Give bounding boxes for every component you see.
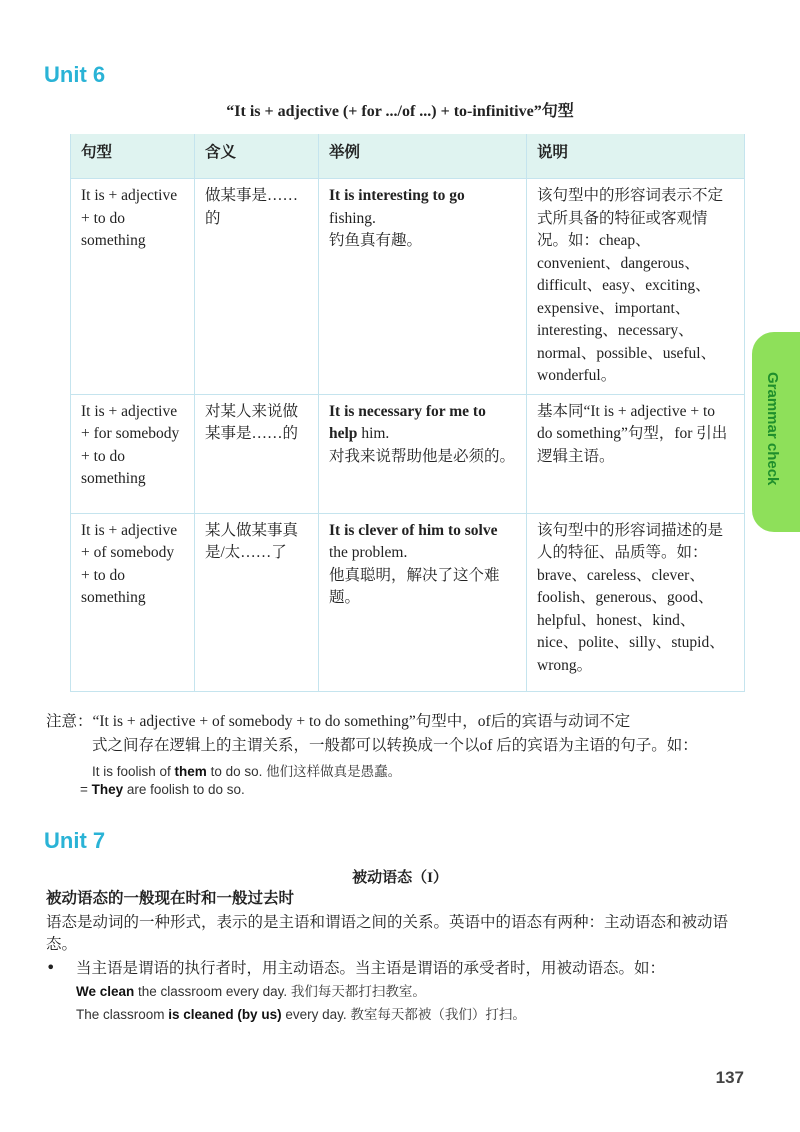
header-note: 说明 [527,134,745,179]
note-example-1 [92,760,401,780]
pattern-cell: It is + adjective + for somebody + to do something [71,394,195,513]
table-row [71,179,745,395]
example-cn: 他真聪明，解决了这个难题。 [329,566,500,606]
ex-bold: them [174,764,207,779]
example-rest: the problem. [329,544,408,561]
grammar-table [70,134,745,692]
example-cn: 对我来说帮助他是必须的。 [329,447,516,465]
meaning-cell: 做某事是……的 [195,179,319,395]
pattern-title: “It is + adjective (+ for .../of ...) + to-infinitive”句型 [226,103,574,120]
unit-7-title: Unit 7 [44,828,106,853]
ex-bold: They [91,782,124,797]
note-line-2: 式之间存在逻辑上的主谓关系，一般都可以转换成一个以of 后的宾语为主语的句子。如： [92,737,698,754]
bullet-text: 当主语是谓语的执行者时，用主动语态。当主语是谓语的承受者时，用被动语态。如： [76,960,666,977]
section-subtitle: 被动语态的一般现在时和一般过去时 [46,890,295,907]
grammar-check-tab[interactable] [752,332,800,532]
pattern-cell: It is + adjective + to do something [71,179,195,395]
page-number: 137 [715,1068,744,1087]
example-cn: 钓鱼真有趣。 [329,232,423,249]
header-pattern: 句型 [71,134,195,179]
example-bold: It is interesting to go [329,187,465,204]
example-cell [319,394,527,513]
meaning-cell: 某人做某事真是/太……了 [195,513,319,691]
example-bold: It is clever of him to solve [329,521,498,539]
note-cell: 该句型中的形容词描述的是人的特征、品质等。如：brave、careless、clever、foolish、generous、good、helpful、honest、kind、nice、polite、silly、stupid、wrong。 [527,513,745,691]
ex-text: It is foolish of [92,764,175,779]
note-example-2 [80,782,245,797]
ex-text: The classroom [76,1007,169,1022]
example-cell [319,513,527,691]
table-row [71,394,745,513]
example-rest: fishing. [329,209,376,227]
meaning-cell: 对某人来说做某事是……的 [195,394,319,513]
u7-example-2 [76,1003,526,1023]
ex-bold: We clean [76,984,135,999]
ex-text: = [80,782,92,797]
table-row [71,513,745,691]
example-cell [319,179,527,395]
note-cell: 基本同“It is + adjective + to do something”句型，for 引出逻辑主语。 [527,394,745,513]
section-title: 被动语态（I） [352,870,448,886]
note-line-1: 注意：“It is + adjective + of somebody + to do something”句型中，of后的宾语与动词不定 [46,713,631,730]
ex-bold: is cleaned (by us) [168,1007,282,1022]
ex-text: every day. 教室每天都被（我们）打扫。 [281,1007,526,1022]
tab-label: Grammar check [764,372,781,486]
unit-6-title: Unit 6 [44,62,106,87]
example-bold: It is necessary for me to help [329,402,486,442]
header-example: 举例 [319,134,527,179]
header-meaning: 含义 [195,134,319,179]
ex-text: to do so. 他们这样做真是愚蠢。 [206,764,402,779]
ex-text: the classroom every day. 我们每天都打扫教室。 [134,984,426,999]
example-rest: him. [357,425,390,442]
note-cell: 该句型中的形容词表示不定式所具备的特征或客观情况。如：cheap、convenient、dangerous、difficult、easy、exciting、expensive、important、interesting、necessary、normal、possible、useful、wonderful。 [527,179,745,395]
section-paragraph: 语态是动词的一种形式，表示的是主语和谓语之间的关系。英语中的语态有两种：主动语态和被动语态。 [46,914,729,953]
pattern-cell: It is + adjective + of somebody + to do something [71,513,195,691]
u7-example-1 [76,980,426,1000]
bullet-dot: • [46,958,56,977]
unit6-note [46,710,756,758]
ex-text: are foolish to do so. [123,782,245,797]
